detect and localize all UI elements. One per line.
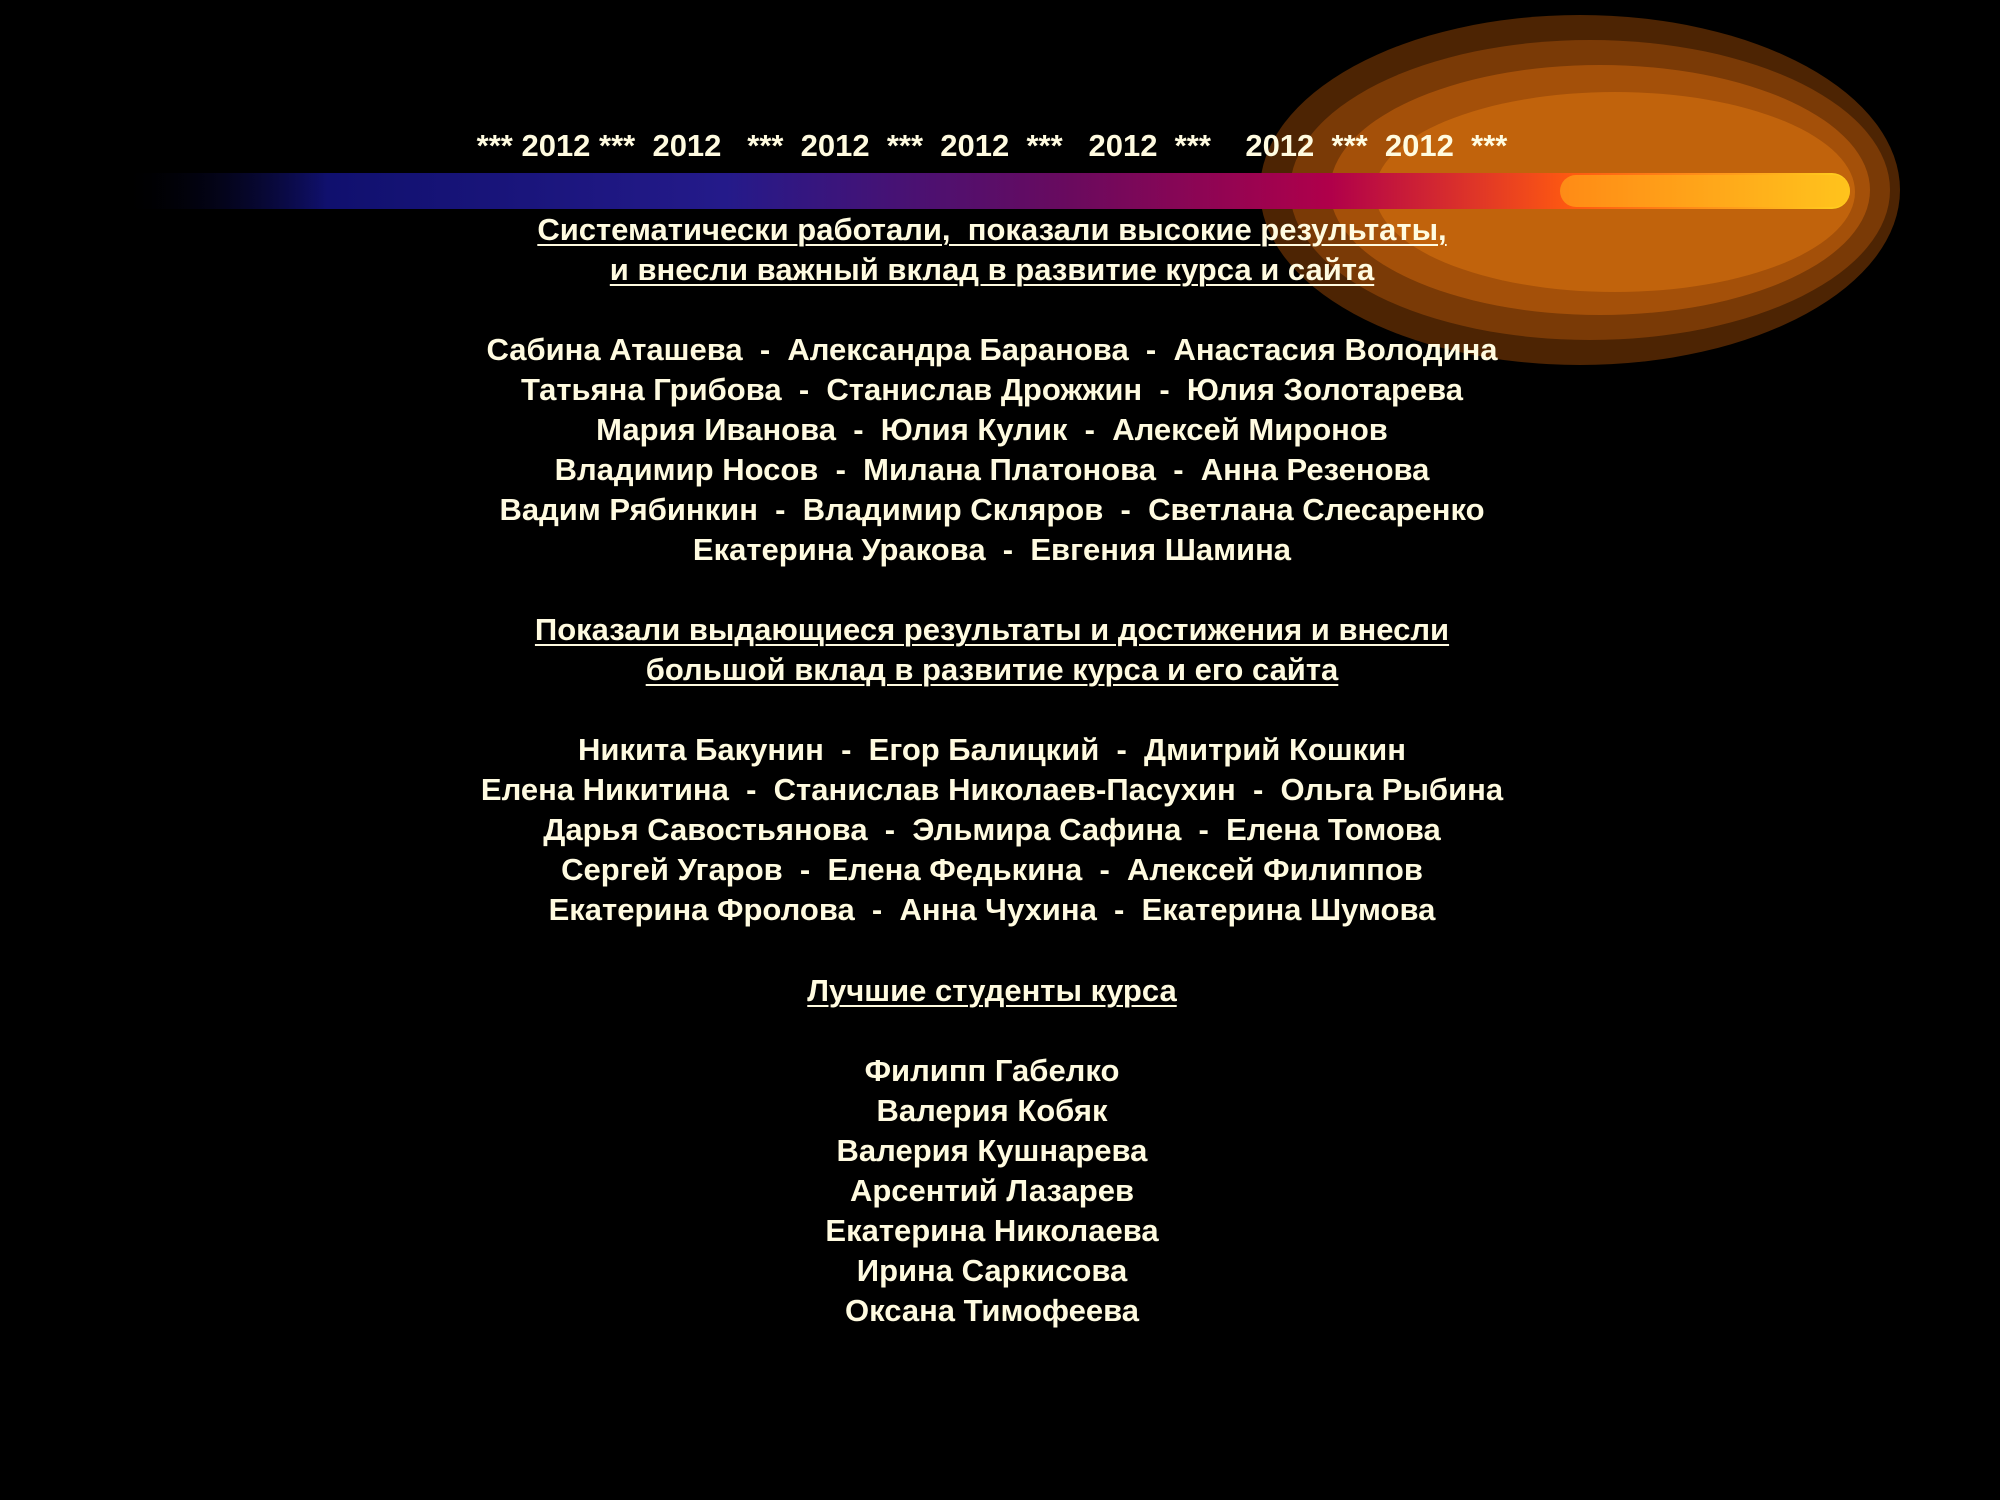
names-line: Сергей Угаров - Елена Федькина - Алексей Филиппов [561, 852, 1423, 887]
student-name: Ирина Саркисова [856, 1253, 1128, 1288]
names-line: Екатерина Фролова - Анна Чухина - Екатерина Шумова [548, 892, 1436, 927]
section1-names [0, 330, 1984, 570]
heading-line: Систематически работали, показали высокие результаты, [537, 212, 1447, 247]
section3-names [0, 1051, 1984, 1331]
names-line: Татьяна Грибова - Станислав Дрожжин - Юлия Золотарева [520, 372, 1464, 407]
student-name: Филипп Габелко [864, 1053, 1120, 1088]
names-line: Елена Никитина - Станислав Николаев-Пасухин - Ольга Рыбина [480, 772, 1504, 807]
student-name: Валерия Кобяк [876, 1093, 1108, 1128]
heading-line: Показали выдающиеся результаты и достижения и внесли [534, 612, 1450, 647]
student-name: Валерия Кушнарева [836, 1133, 1148, 1168]
section3-heading [0, 971, 1984, 1011]
heading-line: Лучшие студенты курса [807, 973, 1177, 1008]
section2-heading [0, 610, 1984, 690]
names-line: Сабина Аташева - Александра Баранова - Анастасия Володина [486, 332, 1498, 367]
heading-line: и внесли важный вклад в развитие курса и сайта [609, 252, 1375, 287]
year-banner: *** 2012 *** 2012 *** 2012 *** 2012 *** 2012 *** 2012 *** 2012 *** [476, 128, 1508, 163]
names-line: Дарья Савостьянова - Эльмира Сафина - Елена Томова [543, 812, 1441, 847]
names-line: Никита Бакунин - Егор Балицкий - Дмитрий Кошкин [578, 732, 1406, 767]
section1-heading [0, 210, 1984, 290]
student-name: Оксана Тимофеева [844, 1293, 1139, 1328]
heading-line: большой вклад в развитие курса и его сайта [645, 652, 1339, 687]
names-line: Екатерина Уракова - Евгения Шамина [692, 532, 1292, 567]
names-line: Вадим Рябинкин - Владимир Скляров - Светлана Слесаренко [499, 492, 1485, 527]
section2-names [0, 730, 1984, 930]
student-name: Арсентий Лазарев [849, 1173, 1135, 1208]
names-line: Мария Иванова - Юлия Кулик - Алексей Миронов [596, 412, 1388, 447]
student-name: Екатерина Николаева [825, 1213, 1159, 1248]
names-line: Владимир Носов - Милана Платонова - Анна Резенова [554, 452, 1430, 487]
